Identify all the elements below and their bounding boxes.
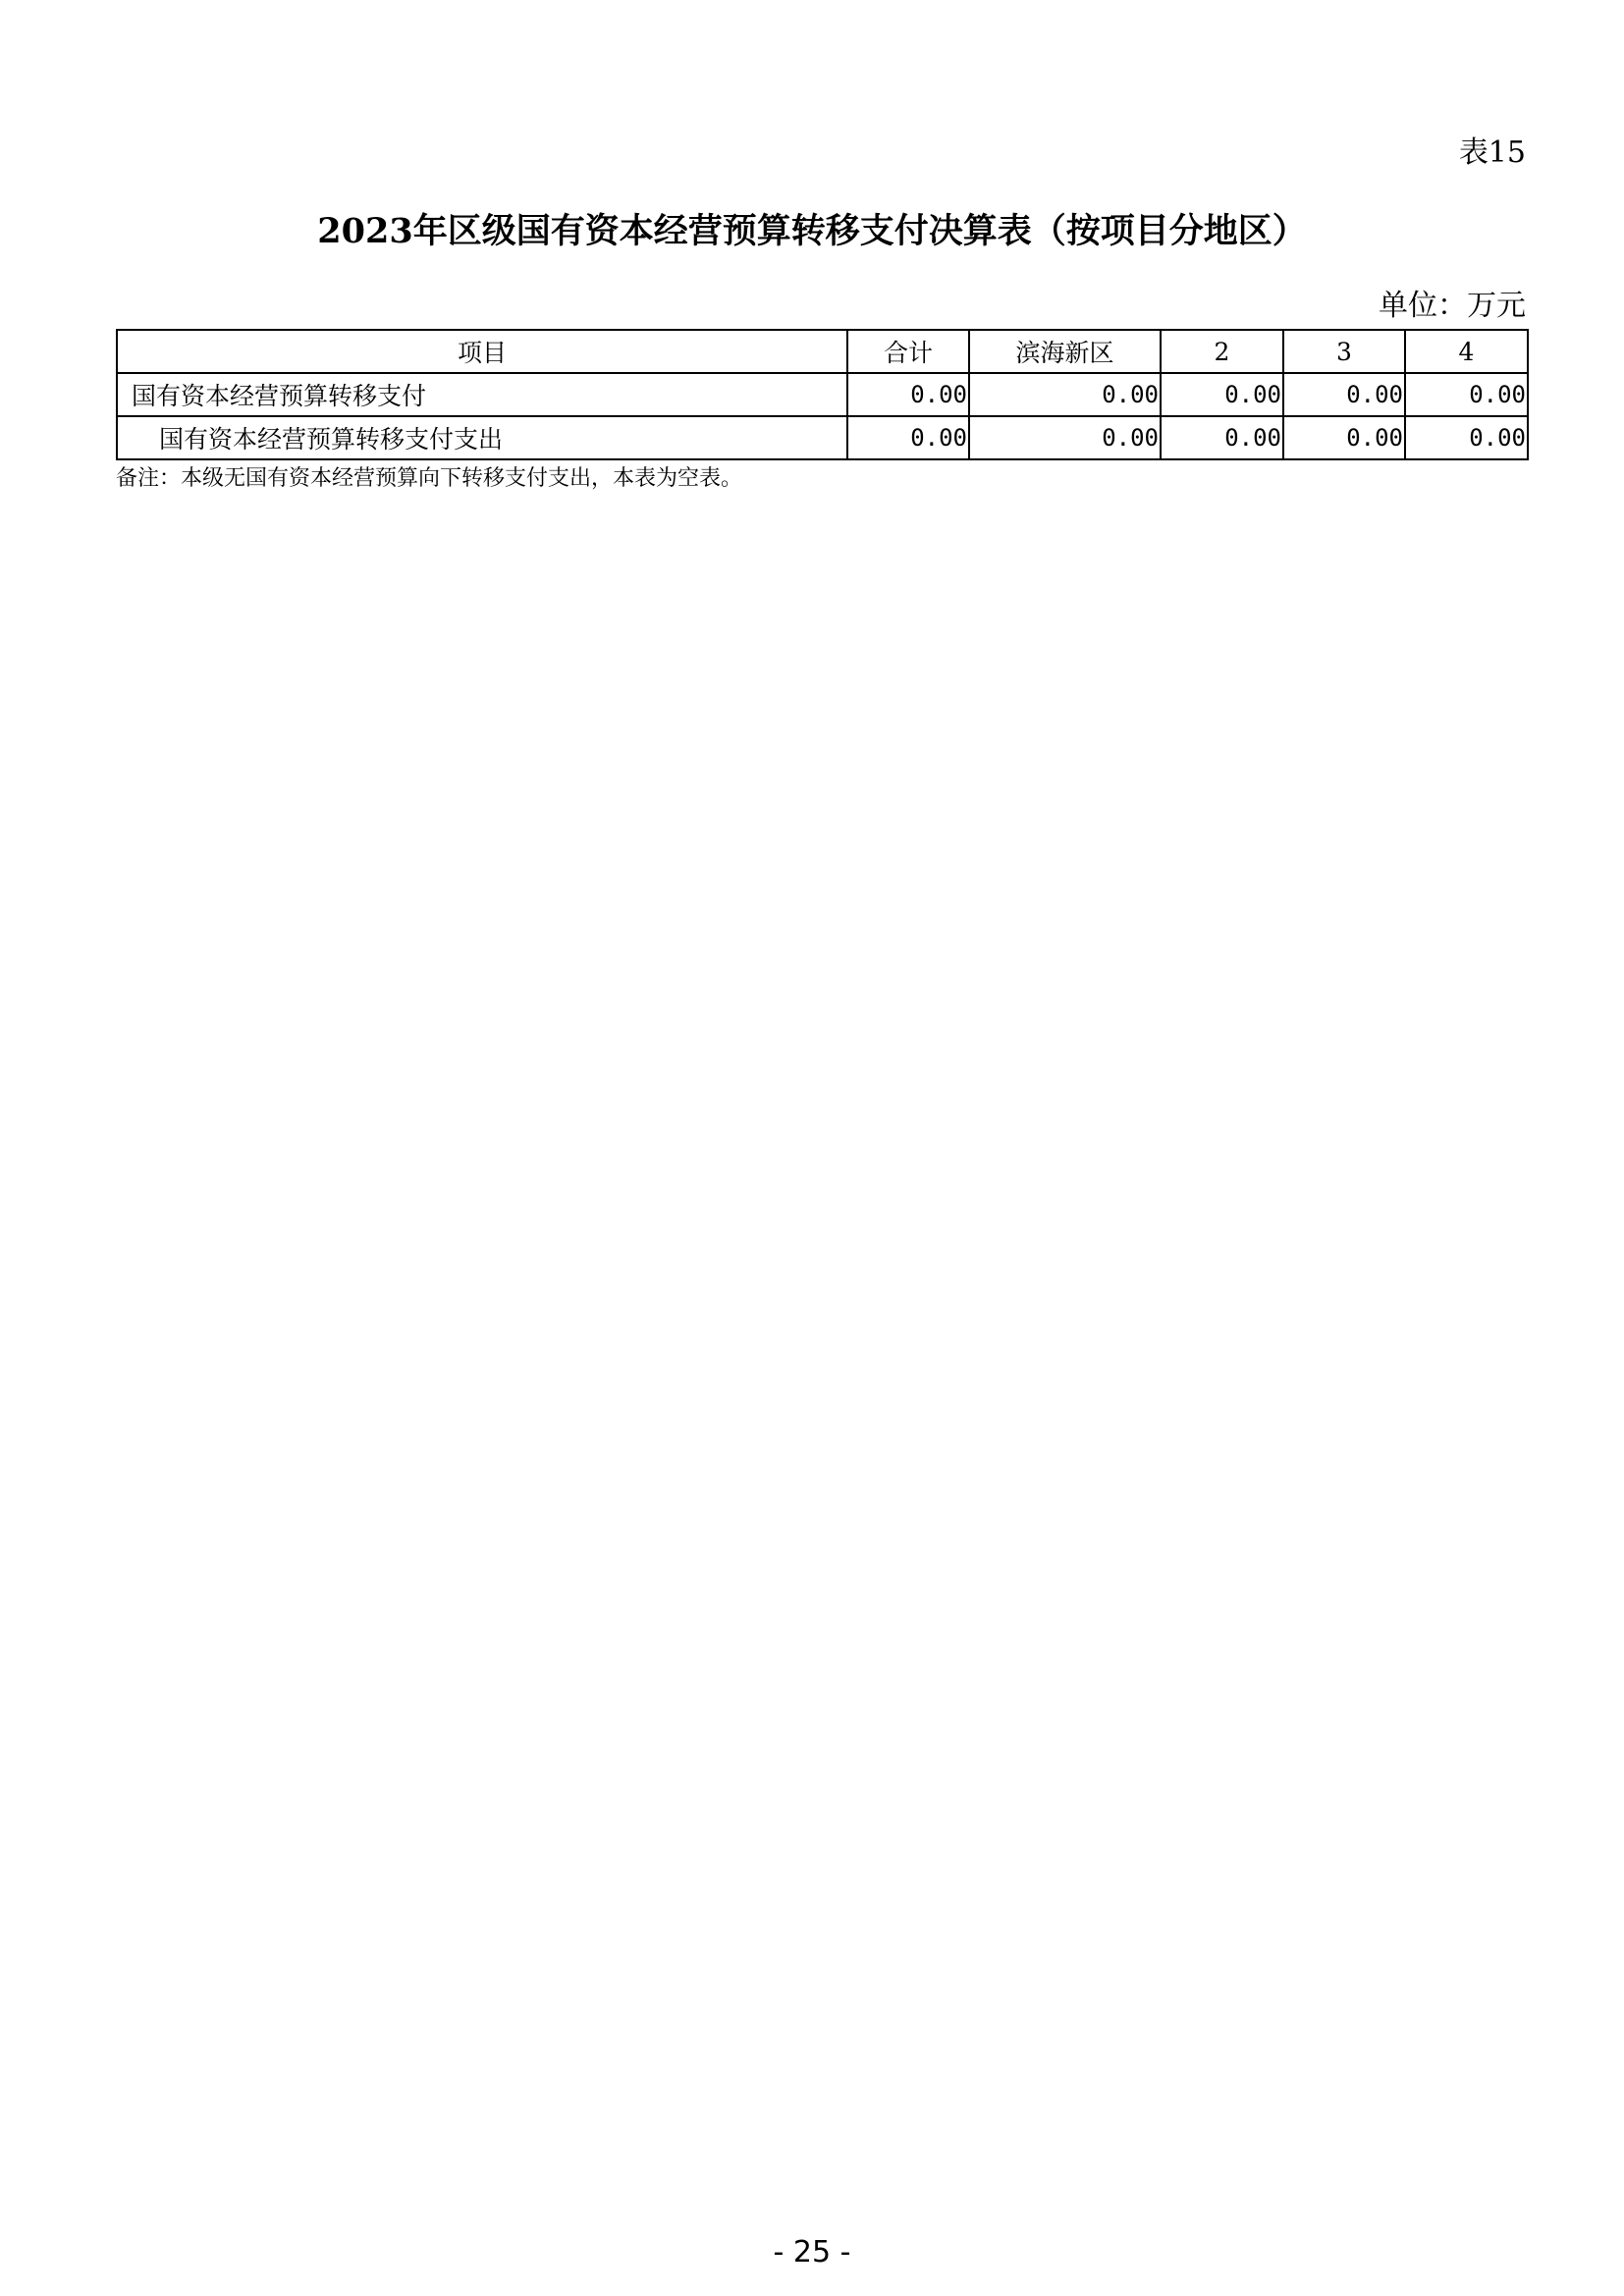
footnote: 备注：本级无国有资本经营预算向下转移支付支出，本表为空表。: [116, 466, 743, 491]
cell-col-4: 0.00: [1405, 373, 1528, 416]
cell-col-2: 0.00: [1161, 373, 1283, 416]
header-total: 合计: [847, 330, 969, 373]
cell-total: 0.00: [847, 416, 969, 459]
header-col-4: 4: [1405, 330, 1528, 373]
row-name: 国有资本经营预算转移支付支出: [117, 416, 847, 459]
header-binhai: 滨海新区: [969, 330, 1161, 373]
cell-binhai: 0.00: [969, 373, 1161, 416]
cell-binhai: 0.00: [969, 416, 1161, 459]
header-col-2: 2: [1161, 330, 1283, 373]
header-item: 项目: [117, 330, 847, 373]
cell-total: 0.00: [847, 373, 969, 416]
table-number: 表15: [1458, 135, 1526, 170]
header-col-3: 3: [1283, 330, 1405, 373]
page-number: - 25 -: [773, 2235, 851, 2269]
report-table: [116, 329, 1529, 460]
table-row: [117, 373, 1528, 416]
table-row: [117, 416, 1528, 459]
cell-col-3: 0.00: [1283, 416, 1405, 459]
cell-col-3: 0.00: [1283, 373, 1405, 416]
row-name: 国有资本经营预算转移支付: [117, 373, 847, 416]
page-title: 2023年区级国有资本经营预算转移支付决算表（按项目分地区）: [317, 211, 1307, 251]
unit-label: 单位：万元: [1379, 289, 1526, 323]
cell-col-4: 0.00: [1405, 416, 1528, 459]
table-header-row: [117, 330, 1528, 373]
cell-col-2: 0.00: [1161, 416, 1283, 459]
